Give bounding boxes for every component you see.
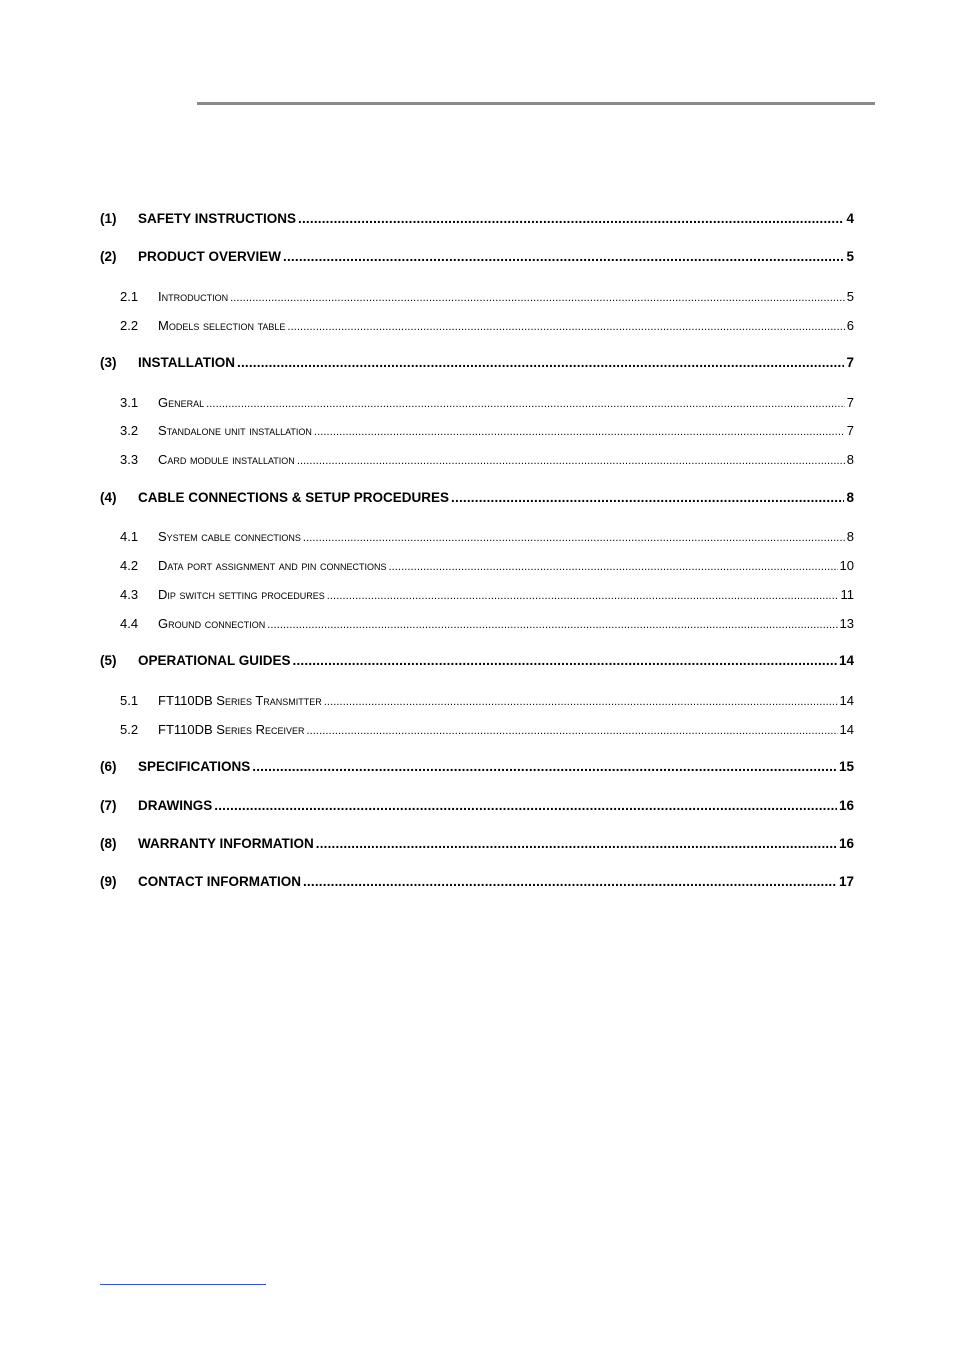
toc-dot-leader [287,318,844,333]
toc-entry-page: 6 [846,318,854,333]
toc-dot-leader [303,529,845,544]
toc-entry-page: 16 [838,798,854,813]
toc-entry-title: SAFETY INSTRUCTIONS [138,211,297,226]
toc-entry-transmitter[interactable] [100,693,854,708]
toc-entry-page: 4 [846,211,854,226]
toc-entry-safety-instructions[interactable] [100,211,854,226]
toc-entry-page: 17 [838,874,854,889]
toc-entry-number: (6) [100,759,117,774]
toc-entry-number: 3.2 [120,423,139,438]
toc-entry-product-overview[interactable] [100,249,854,264]
toc-dot-leader [293,653,837,668]
toc-entry-number: (3) [100,355,117,370]
toc-dot-leader [206,395,845,410]
toc-dot-leader [388,558,837,573]
toc-entry-ground-connection[interactable] [100,616,854,631]
toc-entry-title: INSTALLATION [138,355,235,370]
toc-dot-leader [267,616,837,631]
toc-entry-number: (7) [100,798,117,813]
toc-entry-title: CONTACT INFORMATION [138,874,301,889]
toc-entry-title: DRAWINGS [138,798,213,813]
toc-entry-number: 2.2 [120,318,139,333]
toc-entry-page: 14 [838,653,854,668]
toc-entry-page: 5 [846,249,854,264]
toc-entry-page: 10 [839,558,854,573]
toc-entry-page: 7 [846,423,854,438]
toc-entry-introduction[interactable] [100,289,854,304]
toc-entry-warranty-information[interactable] [100,836,854,851]
toc-dot-leader [283,249,844,264]
toc-entry-number: (4) [100,490,117,505]
toc-entry-cable-connections[interactable] [100,490,854,505]
footer-link-underline[interactable] [100,1284,266,1285]
toc-dot-leader [451,490,844,505]
toc-dot-leader [324,693,838,708]
toc-entry-page: 7 [846,395,854,410]
toc-dot-leader [237,355,844,370]
toc-entry-title: CABLE CONNECTIONS & SETUP PROCEDURES [138,490,450,505]
toc-entry-number: 2.1 [120,289,139,304]
toc-entry-page: 16 [838,836,854,851]
toc-entry-card-module-installation[interactable] [100,452,854,467]
toc-entry-number: (5) [100,653,117,668]
toc-entry-standalone-unit-installation[interactable] [100,423,854,438]
toc-entry-page: 15 [838,759,854,774]
toc-entry-title: PRODUCT OVERVIEW [138,249,282,264]
toc-entry-models-selection-table[interactable] [100,318,854,333]
toc-entry-title: Dip switch setting procedures [158,587,325,602]
toc-entry-general[interactable] [100,395,854,410]
toc-entry-number: (1) [100,211,117,226]
toc-entry-operational-guides[interactable] [100,653,854,668]
toc-entry-title: Card module installation [158,452,295,467]
toc-dot-leader [314,423,845,438]
toc-dot-leader [252,759,837,774]
toc-entry-number: (8) [100,836,117,851]
toc-entry-title: System cable connections [158,529,301,544]
toc-entry-number: 4.4 [120,616,139,631]
toc-entry-number: (2) [100,249,117,264]
toc-entry-contact-information[interactable] [100,874,854,889]
toc-entry-page: 11 [840,587,854,602]
toc-entry-specifications[interactable] [100,759,854,774]
toc-dot-leader [297,452,845,467]
toc-dot-leader [303,874,837,889]
toc-entry-title: FT110DB Series Transmitter [158,693,322,708]
toc-dot-leader [327,587,839,602]
table-of-contents [100,0,854,1350]
toc-entry-data-port-assignment[interactable] [100,558,854,573]
toc-entry-page: 13 [839,616,854,631]
toc-entry-number: (9) [100,874,117,889]
toc-dot-leader [298,211,844,226]
toc-entry-page: 7 [846,355,854,370]
toc-entry-system-cable-connections[interactable] [100,529,854,544]
toc-entry-drawings[interactable] [100,798,854,813]
toc-entry-title: Introduction [158,289,229,304]
toc-entry-page: 14 [839,693,854,708]
toc-dot-leader [316,836,837,851]
toc-dot-leader [214,798,837,813]
toc-entry-number: 3.3 [120,452,139,467]
toc-entry-number: 5.1 [120,693,139,708]
toc-entry-page: 14 [839,722,854,737]
toc-entry-title: OPERATIONAL GUIDES [138,653,291,668]
toc-entry-title: WARRANTY INFORMATION [138,836,314,851]
toc-entry-number: 4.2 [120,558,139,573]
toc-entry-installation[interactable] [100,355,854,370]
toc-entry-number: 3.1 [120,395,139,410]
toc-entry-page: 8 [846,490,854,505]
toc-dot-leader [306,722,837,737]
toc-entry-page: 5 [846,289,854,304]
toc-entry-number: 5.2 [120,722,139,737]
toc-entry-number: 4.3 [120,587,139,602]
toc-entry-receiver[interactable] [100,722,854,737]
toc-entry-title: FT110DB Series Receiver [158,722,305,737]
toc-entry-title: Standalone unit installation [158,423,312,438]
toc-entry-number: 4.1 [120,529,139,544]
toc-dot-leader [230,289,845,304]
toc-entry-title: SPECIFICATIONS [138,759,251,774]
toc-entry-title: Data port assignment and pin connections [158,558,387,573]
toc-entry-dip-switch-setting[interactable] [100,587,854,602]
toc-entry-title: Models selection table [158,318,286,333]
toc-entry-page: 8 [846,452,854,467]
toc-entry-page: 8 [846,529,854,544]
toc-entry-title: Ground connection [158,616,266,631]
toc-entry-title: General [158,395,205,410]
